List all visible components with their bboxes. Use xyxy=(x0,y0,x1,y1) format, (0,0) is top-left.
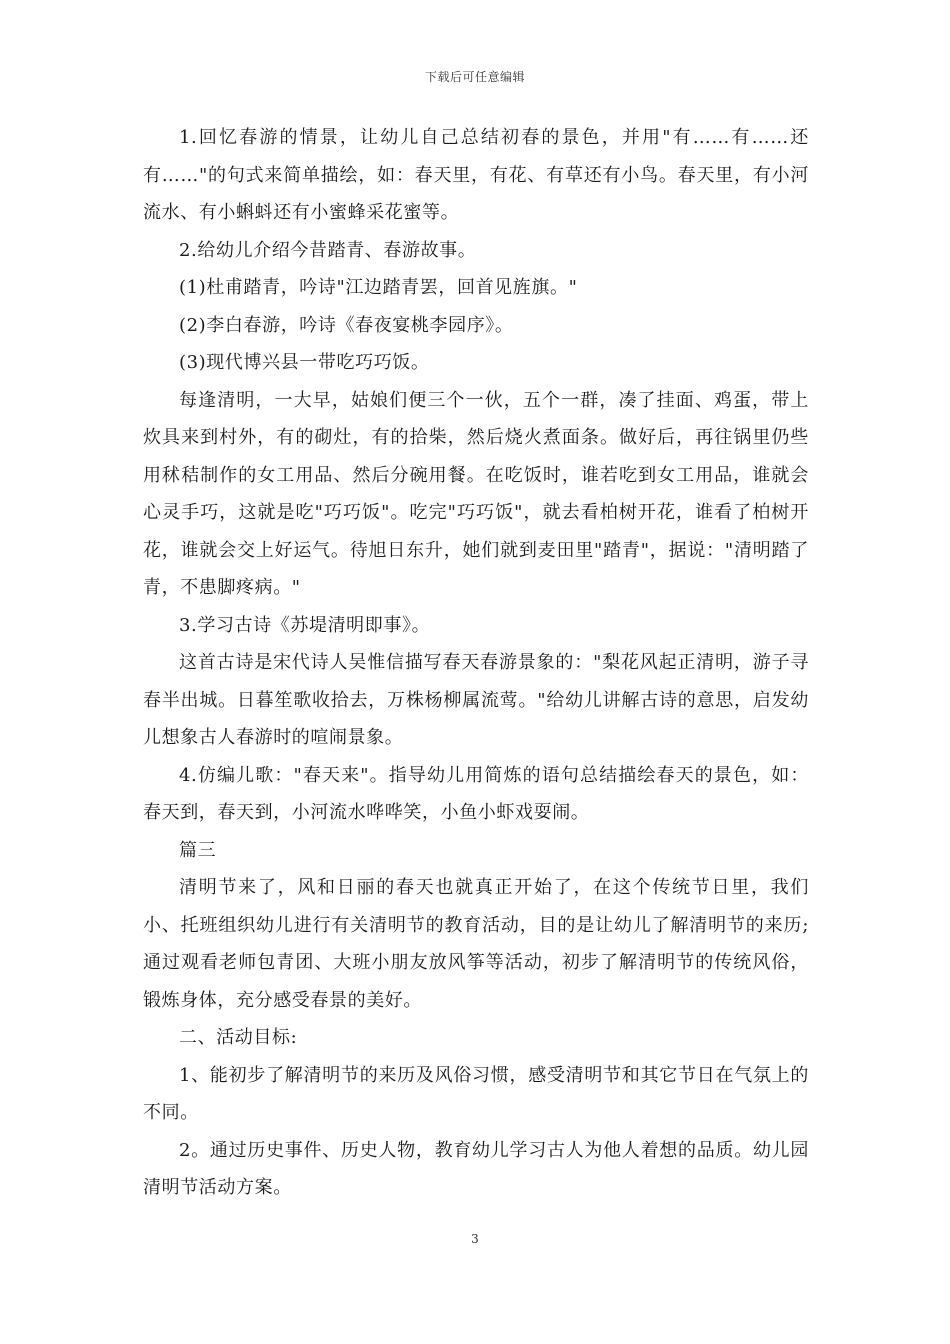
paragraph: (1)杜甫踏青，吟诗"江边踏青罢，回首见旌旗。" xyxy=(179,277,578,298)
paragraph: 每逢清明，一大早，姑娘们便三个一伙，五个一群，凑了挂面、鸡蛋，带上炊具来到村外，有的砌灶，有的拾柴，然后烧火煮面条。做好后，再往锅里仍些用秫秸制作的女工用品、然后分碗用餐。在吃饭时，谁若吃到女工用品，谁就会心灵手巧，这就是吃"巧巧饭"。吃完"巧巧饭"，就去看柏树开花，谁看了柏树开花，谁就会交上好运气。待旭日东升，她们就到麦田里"踏青"，据说："清明踏了青，不患脚疼病。" xyxy=(143,389,809,598)
paragraph: 2.给幼儿介绍今昔踏青、春游故事。 xyxy=(179,239,477,261)
paragraph: 3.学习古诗《苏堤清明即事》。 xyxy=(179,614,431,636)
section-heading: 二、活动目标: xyxy=(179,1027,298,1048)
paragraph: 2。通过历史事件、历史人物，教育幼儿学习古人为他人着想的品质。幼儿园清明节活动方案。 xyxy=(143,1139,809,1198)
document-body xyxy=(143,119,809,1207)
paragraph: 4.仿编儿歌："春天来"。指导幼儿用简炼的语句总结描绘春天的景色，如：春天到，春天到，小河流水哗哗笑，小鱼小虾戏耍闹。 xyxy=(143,764,809,823)
paragraph: 1.回忆春游的情景，让幼儿自己总结初春的景色，并用"有……有……还有……"的句式来简单描绘，如：春天里，有花、有草还有小鸟。春天里，有小河流水、有小蝌蚪还有小蜜蜂采花蜜等。 xyxy=(143,127,809,223)
paragraph: 1、能初步了解清明节的来历及风俗习惯，感受清明节和其它节日在气氛上的不同。 xyxy=(143,1064,809,1123)
paragraph: 这首古诗是宋代诗人吴惟信描写春天春游景象的："梨花风起正清明，游子寻春半出城。日暮笙歌收拾去，万株杨柳属流莺。"给幼儿讲解古诗的意思，启发幼儿想象古人春游时的喧闹景象。 xyxy=(143,652,809,748)
paragraph: (2)李白春游，吟诗《春夜宴桃李园序》。 xyxy=(179,314,514,336)
page-header: 下载后可任意编辑 xyxy=(424,70,525,84)
paragraph: 清明节来了，风和日丽的春天也就真正开始了，在这个传统节日里，我们小、托班组织幼儿进行有关清明节的教育活动，目的是让幼儿了解清明节的来历;通过观看老师包青团、大班小朋友放风筝等活动，初步了解清明节的传统风俗，锻炼身体，充分感受春景的美好。 xyxy=(143,877,809,1011)
paragraph: (3)现代博兴县一带吃巧巧饭。 xyxy=(179,352,430,373)
page-number: 3 xyxy=(471,1232,479,1246)
section-heading: 篇三 xyxy=(179,839,217,861)
